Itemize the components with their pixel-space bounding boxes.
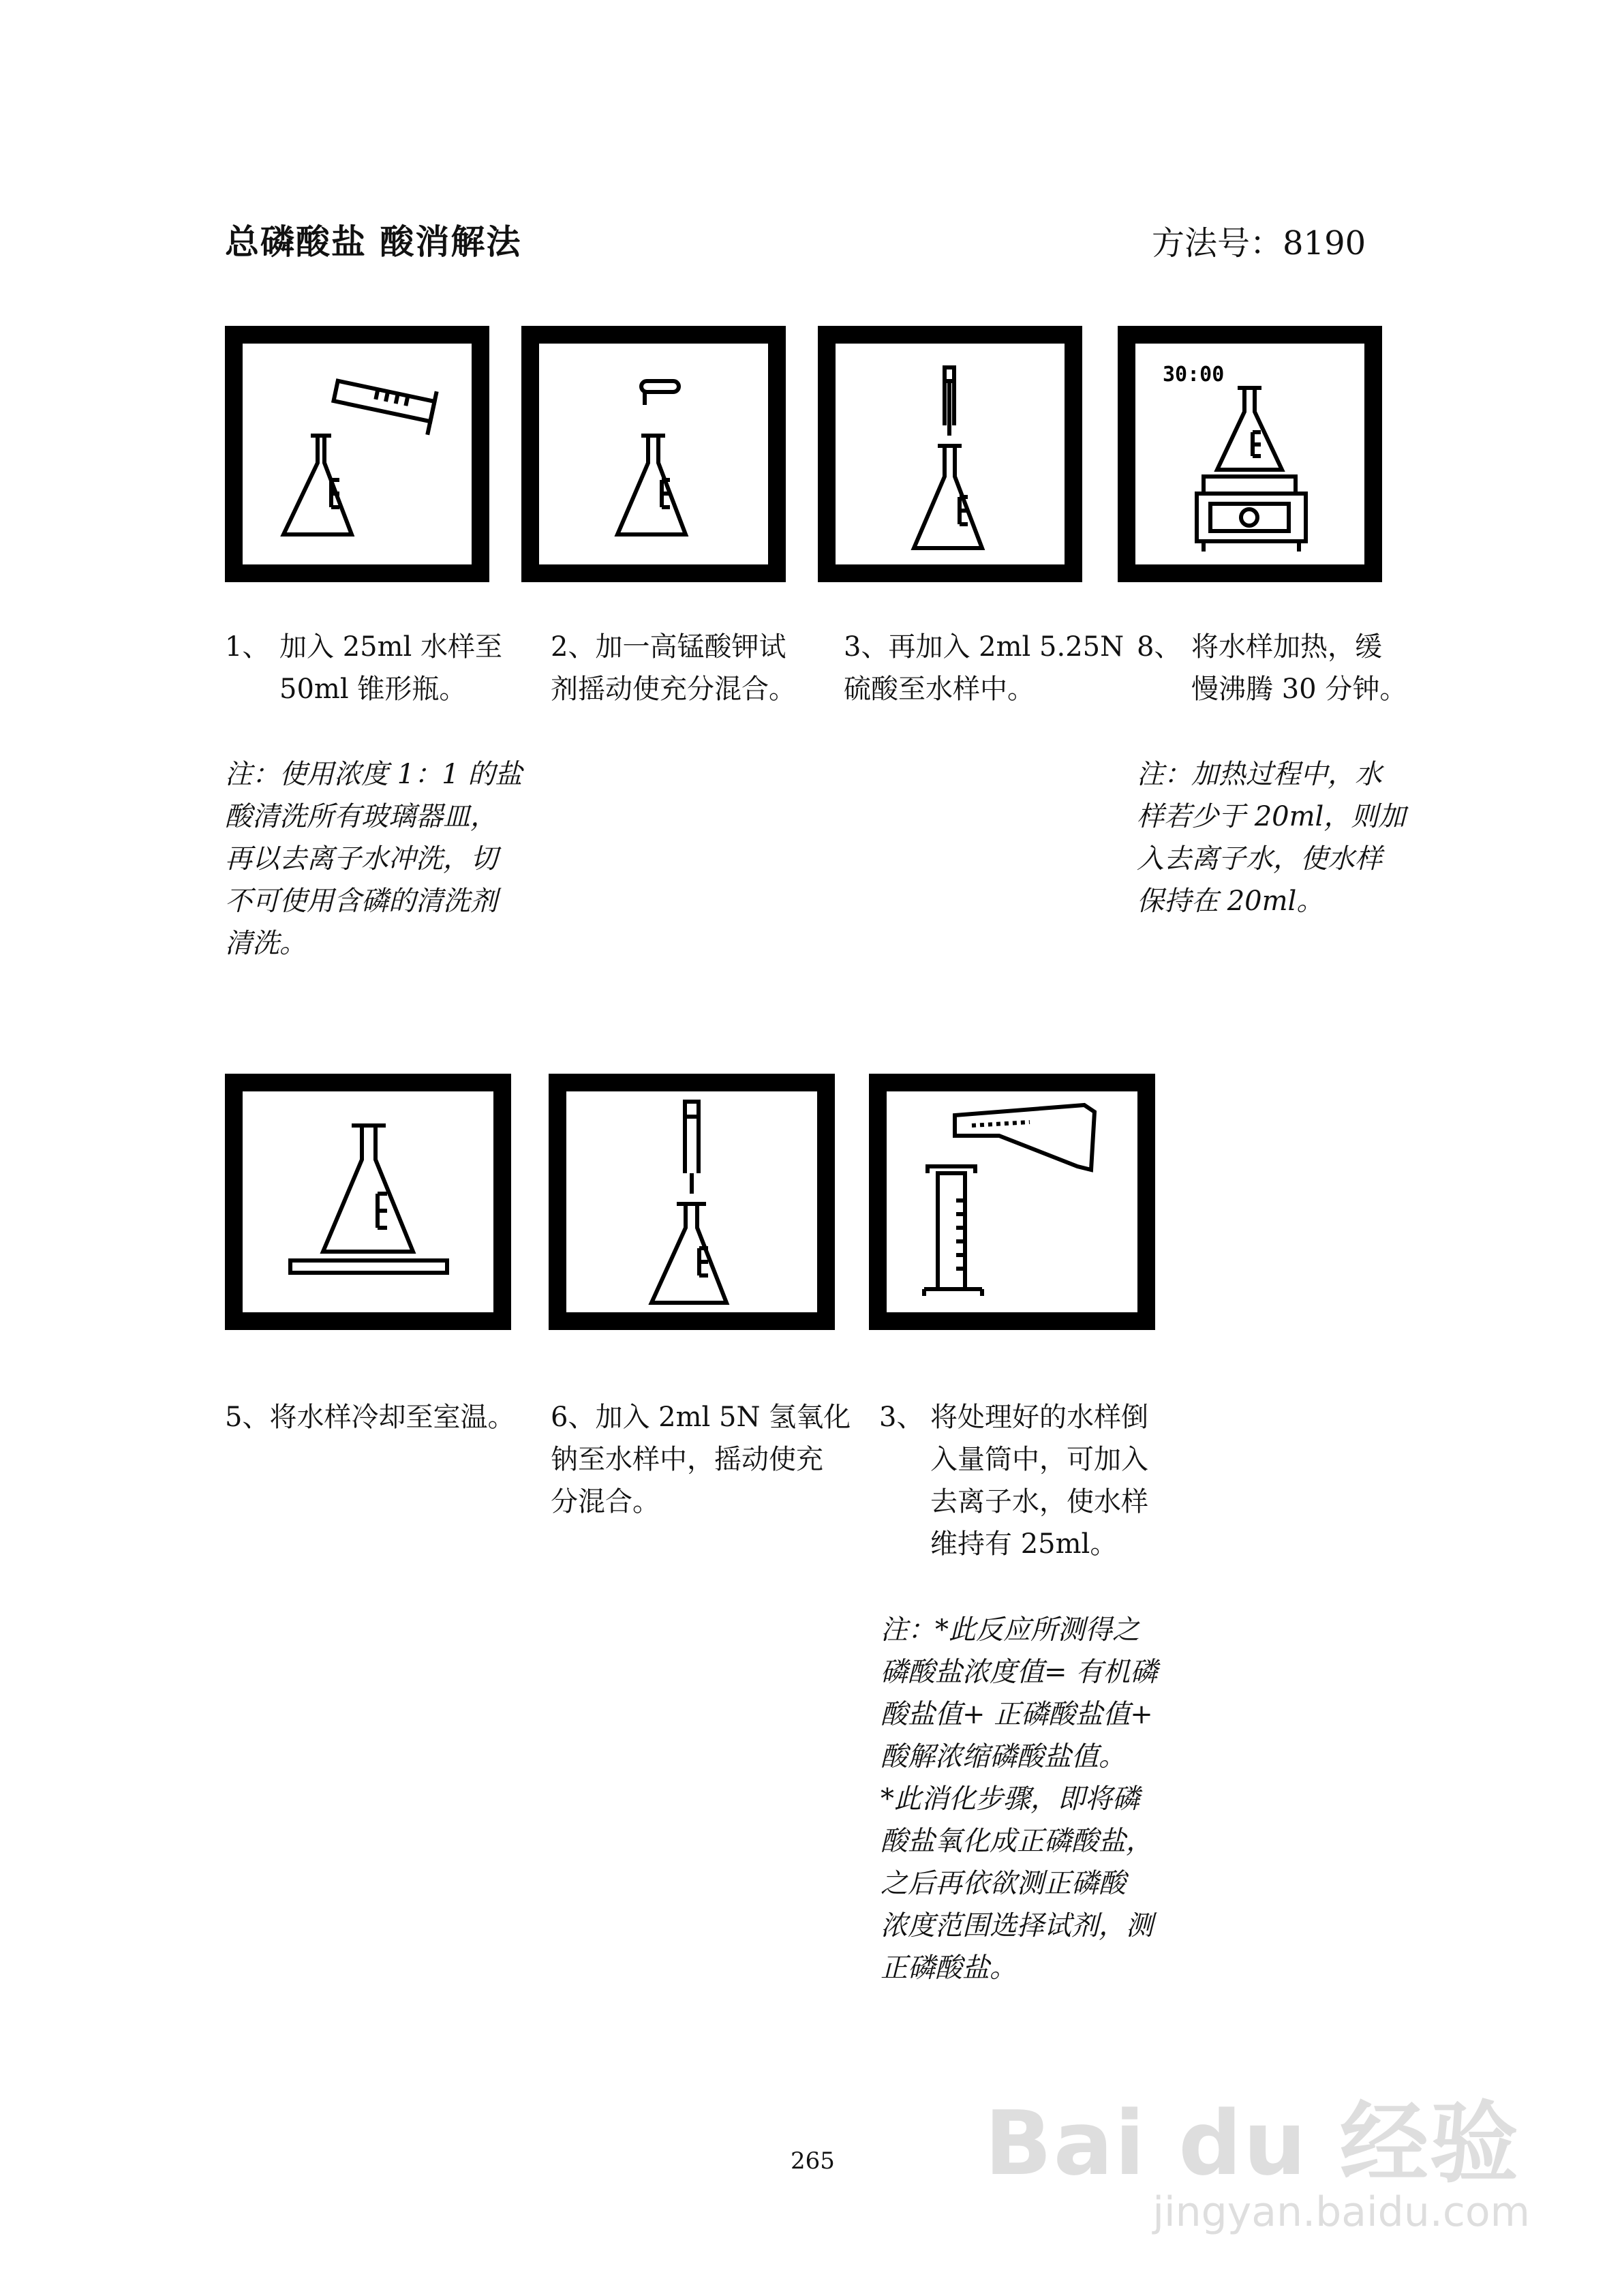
pour-into-graduated-cylinder-icon: [887, 1091, 1137, 1312]
step-3-line-1: 3、再加入 2ml 5.25N: [844, 631, 1124, 663]
step-8-line-2: 慢沸腾 30 分钟。: [1191, 674, 1407, 705]
step-8-text: [1137, 626, 1423, 714]
flask-with-pipette-icon: [836, 344, 1065, 564]
step-2-illustration: [521, 326, 786, 582]
step-3b-text: 3、 将处理好的水样倒 入量筒中，可加入 去离子水，使水样 维持有 25ml。: [879, 1402, 1148, 1560]
note-glassware-cleaning: 注：使用浓度 1：1 的盐 酸清洗所有玻璃器皿， 再以去离子水冲洗，切 不可使用含磷的清洗剂 清洗。: [225, 759, 523, 959]
flask-on-hot-plate-timer-icon: [1135, 344, 1364, 564]
step-8-number: 8、: [1137, 631, 1182, 663]
step-2-text: [551, 626, 823, 714]
watermark-url: jingyan.baidu.com: [1152, 2188, 1530, 2236]
step-1-line-2: 50ml 锥形瓶。: [279, 674, 467, 705]
flask-with-dropper-icon: [566, 1091, 817, 1312]
step-2-line-2: 剂摇动使充分混合。: [551, 674, 796, 705]
watermark-logo: Bai du 经验: [984, 2091, 1520, 2195]
step-3-illustration: [818, 326, 1082, 582]
step-1-text: [225, 626, 525, 714]
step-3b-illustration: [869, 1074, 1155, 1330]
step-1-line-1: 加入 25ml 水样至: [279, 631, 503, 663]
step-5-illustration: [225, 1074, 511, 1330]
flask-on-cooling-plate-icon: [243, 1091, 493, 1312]
flask-with-graduated-cylinder-pouring-icon: [243, 344, 472, 564]
step-6-text: 6、加入 2ml 5N 氢氧化 钠至水样中，摇动使充 分混合。: [551, 1402, 851, 1517]
step-2-line-1: 2、加一高锰酸钾试: [551, 631, 786, 663]
note-digestion: 注：*此反应所测得之 磷酸盐浓度值= 有机磷 酸盐值+ 正磷酸盐值+ 酸解浓缩磷酸盐值。 *此消化步骤，即将磷 酸盐氧化成正磷酸盐， 之后再依欲测正磷酸 浓度范围选择试剂，测 正磷酸盐。: [881, 1614, 1158, 1984]
page-number: 265: [791, 2147, 835, 2175]
step-3-text: [844, 626, 1130, 714]
step-1-number: 1、: [225, 631, 270, 663]
timer-readout: 30:00: [1163, 363, 1225, 387]
step-8-line-1: 将水样加热，缓: [1191, 631, 1382, 663]
note-heating: 注：加热过程中，水 样若少于 20ml，则加 入去离子水，使水样 保持在 20ml。: [1137, 759, 1406, 917]
method-number: 方法号：8190: [1152, 224, 1366, 262]
step-3-line-2: 硫酸至水样中。: [844, 674, 1035, 705]
step-5-text: 5、将水样冷却至室温。: [225, 1402, 515, 1433]
step-8-illustration: [1118, 326, 1382, 582]
step-1-illustration: [225, 326, 489, 582]
flask-with-reagent-pillow-icon: [539, 344, 768, 564]
page-title: 总磷酸盐 酸消解法: [225, 222, 522, 262]
step-6-illustration: [549, 1074, 835, 1330]
